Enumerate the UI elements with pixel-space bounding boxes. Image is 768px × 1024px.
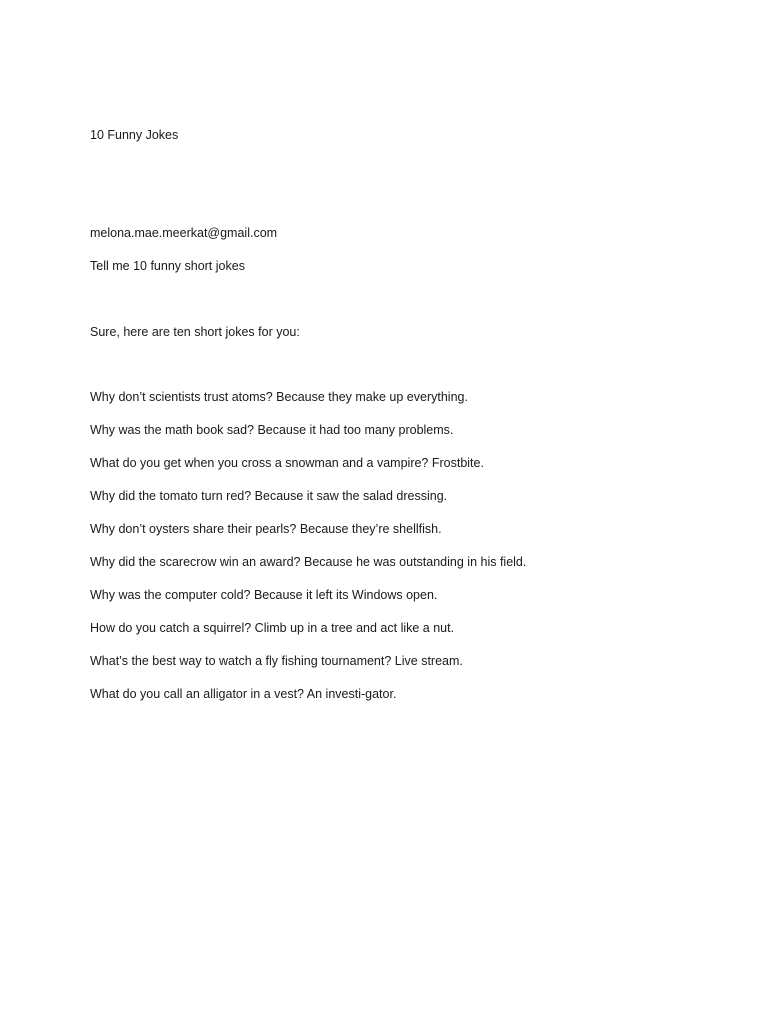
joke-list xyxy=(90,389,526,719)
response-intro: Sure, here are ten short jokes for you: xyxy=(90,325,300,339)
joke-item: Why was the math book sad? Because it had too many problems. xyxy=(90,423,454,437)
joke-item: Why did the tomato turn red? Because it saw the salad dressing. xyxy=(90,489,448,503)
user-email: melona.mae.meerkat@gmail.com xyxy=(90,226,278,240)
joke-item: Why was the computer cold? Because it left its Windows open. xyxy=(90,588,438,602)
joke-item: What do you get when you cross a snowman and a vampire? Frostbite. xyxy=(90,456,484,470)
joke-item: What’s the best way to watch a fly fishing tournament? Live stream. xyxy=(90,654,463,668)
joke-item: What do you call an alligator in a vest? An investi-gator. xyxy=(90,687,397,701)
joke-item: Why don’t scientists trust atoms? Because they make up everything. xyxy=(90,390,468,404)
document-title: 10 Funny Jokes xyxy=(90,128,179,142)
joke-item: How do you catch a squirrel? Climb up in a tree and act like a nut. xyxy=(90,621,455,635)
joke-item: Why did the scarecrow win an award? Because he was outstanding in his field. xyxy=(90,555,527,569)
user-prompt: Tell me 10 funny short jokes xyxy=(90,259,245,273)
joke-item: Why don’t oysters share their pearls? Because they’re shellfish. xyxy=(90,522,442,536)
